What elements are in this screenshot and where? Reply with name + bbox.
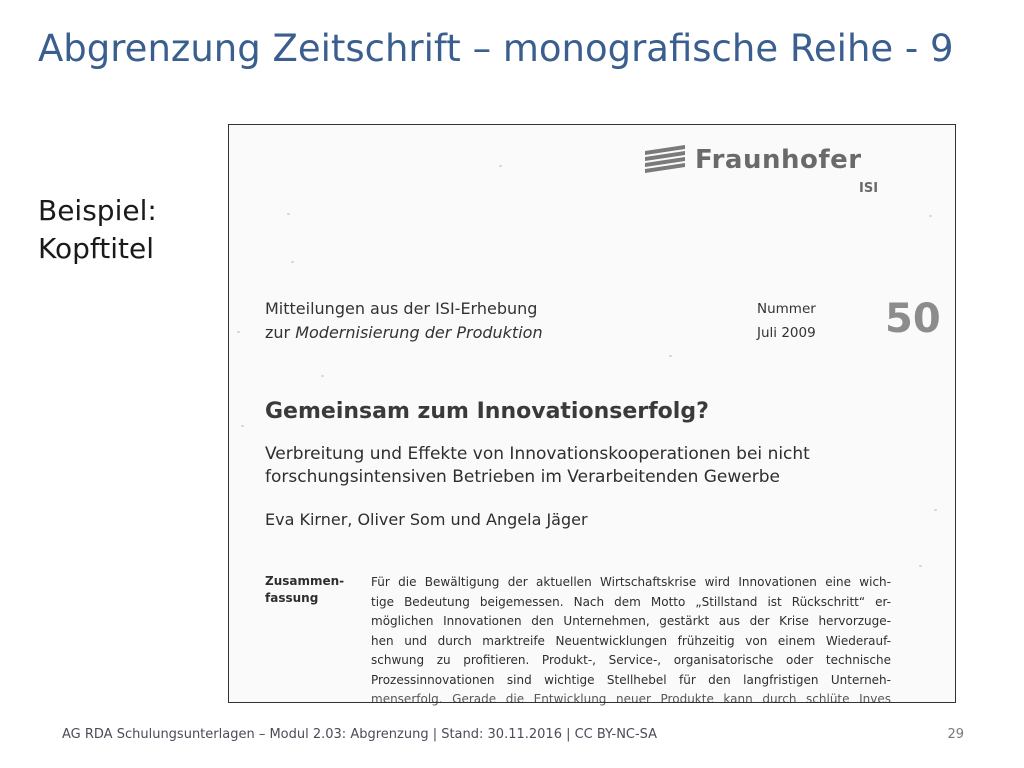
document-subtitle [265,443,885,489]
issue-date: Juli 2009 [757,325,816,341]
abstract-line: Für die Bewältigung der aktuellen Wirtschaftskrise wird Innovationen eine wich- [371,575,891,589]
subtitle-line: forschungsintensiven Betrieben im Verarbeitenden Gewerbe [265,467,780,487]
abstract-label-line: Zusammen- [265,574,345,588]
abstract-line: möglichen Innovationen den Unternehmen, gestärkt aus der Krise hervorzuge- [371,614,891,628]
document-authors: Eva Kirner, Oliver Som und Angela Jäger [265,510,588,529]
slide-title: Abgrenzung Zeitschrift – monografische Reihe - 9 [38,27,954,70]
series-line: Mitteilungen aus der ISI-Erhebung [265,299,538,318]
series-prefix: zur [265,323,296,342]
series-italic: Modernisierung der Produktion [295,323,543,342]
fraunhofer-logo-icon [645,145,685,175]
issue-meta [757,297,816,345]
footer-text: AG RDA Schulungsunterlagen – Modul 2.03: Abgrenzung | Stand: 30.11.2016 | CC BY-NC-SA [62,727,658,742]
scanned-document [228,124,956,706]
abstract-label-line: fassung [265,591,319,605]
issue-number: 50 [885,296,941,342]
document-title: Gemeinsam zum Innovationserfolg? [265,399,709,424]
subtitle-line: Verbreitung und Effekte von Innovationskooperationen bei nicht [265,444,810,464]
abstract-label [265,573,344,607]
abstract-line: Prozessinnovationen sind wichtige Stellhebel für den langfristigen Unterneh- [371,672,891,687]
series-line [265,321,543,345]
slide-text-line: Beispiel: [38,194,157,227]
series-title [265,297,543,345]
abstract-line: tige Bedeutung beigemessen. Nach dem Motto „Stillstand ist Rückschritt“ er- [371,594,891,609]
fraunhofer-logo [645,139,885,199]
abstract-line: schwung zu profitieren. Produkt-, Service-, organisatorische oder technische [371,653,891,667]
abstract-line: hen und durch marktreife Neuentwicklungen frühzeitig von einem Wiederauf- [371,633,891,648]
page-number: 29 [947,727,964,742]
logo-name: Fraunhofer [695,145,862,175]
logo-subtitle: ISI [859,181,879,196]
slide-text-line: Kopftitel [38,232,154,265]
issue-label: Nummer [757,301,816,317]
slide-body-text [38,192,228,268]
abstract-body [371,573,891,706]
abstract-line-cut: menserfolg. Gerade die Entwicklung neuer Produkte kann durch schlüte Inves [371,692,891,706]
